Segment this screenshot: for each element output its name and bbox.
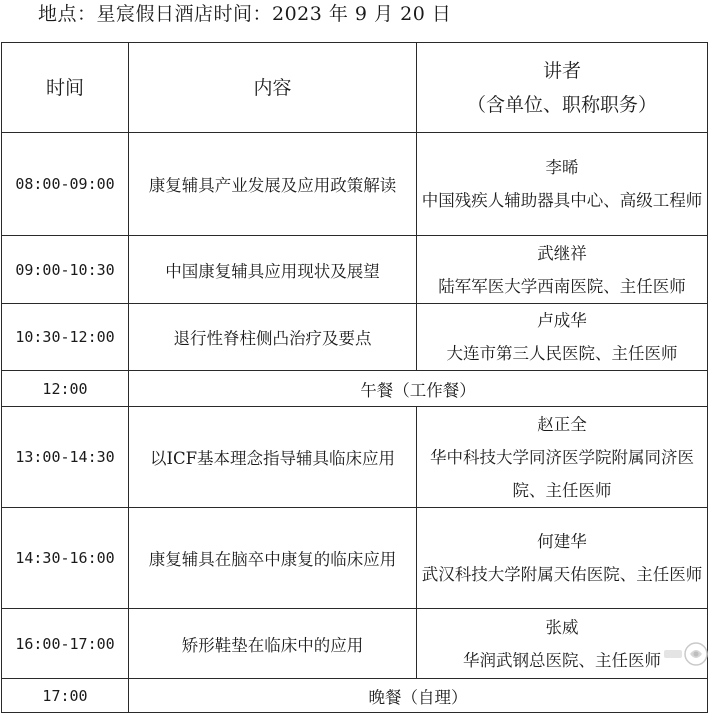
row-time: 16:00-17:00: [2, 609, 129, 679]
meal-label: 午餐（工作餐）: [129, 371, 708, 407]
location-date-line: 地点：星宸假日酒店时间：2023 年 9 月 20 日: [38, 3, 452, 25]
table-row: [2, 133, 708, 236]
table-row: [2, 407, 708, 508]
row-time: 09:00-10:30: [2, 236, 129, 304]
speaker-name: 卢成华: [537, 311, 587, 330]
header-time: 时间: [2, 43, 129, 133]
header-speaker: [417, 43, 708, 133]
speaker-affiliation: 大连市第三人民医院、主任医师: [446, 344, 678, 363]
speaker-name: 赵正全: [537, 414, 587, 434]
table-row: [2, 304, 708, 371]
speaker-affiliation: 华中科技大学同济医学院附属同济医院、主任医师: [430, 447, 694, 500]
row-speaker: [417, 133, 708, 236]
speaker-affiliation: 华润武钢总医院、主任医师: [463, 650, 661, 670]
row-time: 17:00: [2, 679, 129, 713]
table-row: [2, 609, 708, 679]
header-speaker-subtitle: （含单位、职称职务）: [466, 93, 657, 116]
row-time: 14:30-16:00: [2, 508, 129, 609]
speaker-name: 李晞: [545, 158, 579, 177]
speaker-affiliation: 中国残疾人辅助器具中心、高级工程师: [421, 191, 703, 210]
watermark-icon: [662, 640, 708, 668]
row-time: 08:00-09:00: [2, 133, 129, 236]
row-topic: 康复辅具产业发展及应用政策解读: [129, 133, 417, 236]
header-content: 内容: [129, 43, 417, 133]
row-topic: 以ICF基本理念指导辅具临床应用: [129, 407, 417, 508]
speaker-name: 张威: [545, 617, 579, 637]
meal-label: 晚餐（自理）: [129, 679, 708, 713]
row-time: 10:30-12:00: [2, 304, 129, 371]
table-row: [2, 508, 708, 609]
table-header-row: [2, 43, 708, 133]
speaker-affiliation: 武汉科技大学附属天佑医院、主任医师: [421, 565, 703, 584]
speaker-affiliation: 陆军军医大学西南医院、主任医师: [438, 276, 686, 296]
row-topic: 中国康复辅具应用现状及展望: [129, 236, 417, 304]
header-speaker-title: 讲者: [542, 59, 581, 82]
table-row: [2, 236, 708, 304]
row-speaker: [417, 304, 708, 371]
row-topic: 退行性脊柱侧凸治疗及要点: [129, 304, 417, 371]
row-time: 12:00: [2, 371, 129, 407]
row-topic: 矫形鞋垫在临床中的应用: [129, 609, 417, 679]
schedule-table: [1, 42, 708, 713]
speaker-name: 何建华: [537, 532, 587, 551]
row-speaker: [417, 508, 708, 609]
meal-row: [2, 679, 708, 713]
speaker-name: 武继祥: [537, 243, 587, 263]
row-speaker: [417, 407, 708, 508]
row-speaker: [417, 236, 708, 304]
row-topic: 康复辅具在脑卒中康复的临床应用: [129, 508, 417, 609]
row-time: 13:00-14:30: [2, 407, 129, 508]
meal-row: [2, 371, 708, 407]
